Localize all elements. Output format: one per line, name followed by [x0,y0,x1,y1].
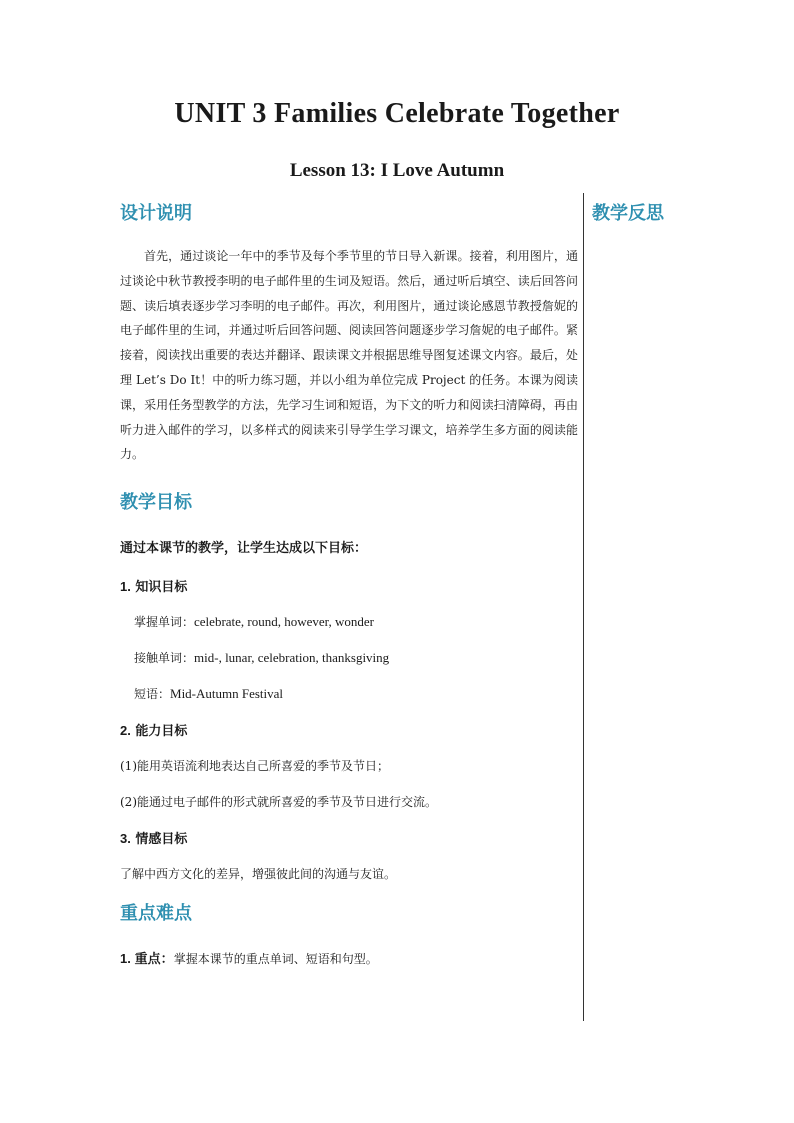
ability-item-2: (2)能通过电子邮件的形式就所喜爱的季节及节日进行交流。 [120,795,438,810]
ability-heading [120,720,578,739]
knowledge-number: 1. [120,579,131,595]
key-point-text: 掌握本课节的重点单词、短语和句型。 [173,952,378,967]
master-words-label: 掌握单词： [134,615,195,630]
emotion-title: 情感目标 [135,832,188,848]
knowledge-heading [120,576,578,595]
master-words: celebrate, round, however, wonder [194,614,374,630]
ability-number: 2. [120,723,131,739]
design-heading: 设计说明 [120,203,192,224]
column-divider [583,193,584,1021]
key-point-line [120,948,578,967]
reflection-column [592,200,742,228]
phrase-words: Mid-Autumn Festival [170,686,284,702]
unit-title: UNIT 3 Families Celebrate Together [174,98,620,129]
ability-title: 能力目标 [135,724,188,740]
goals-heading: 教学目标 [120,492,192,514]
emotion-heading [120,828,578,847]
phrase-label: 短语： [134,687,171,702]
master-words-line [120,613,578,630]
key-points-heading: 重点难点 [120,903,192,925]
lesson-title: Lesson 13: I Love Autumn [289,160,505,181]
emotion-number: 3. [120,831,131,847]
phrase-line [120,685,578,702]
knowledge-title: 知识目标 [135,580,188,596]
reflection-heading: 教学反思 [592,203,664,224]
main-column [120,200,578,967]
ability-item-1: (1)能用英语流利地表达自己所喜爱的季节及节日； [120,759,389,774]
contact-words: mid-, lunar, celebration, thanksgiving [194,650,390,666]
emotion-body: 了解中西方文化的差异，增强彼此间的沟通与友谊。 [120,867,397,882]
key-point-number: 1. [120,951,131,967]
goals-intro: 通过本课节的教学，让学生达成以下目标： [120,541,368,557]
design-paragraph: 首先，通过谈论一年中的季节及每个季节里的节日导入新课。接着，利用图片，通过谈论中秋节教授李明的电子邮件里的生词及短语。然后，通过听后填空、读后回答问题、读后填表逐步学习李明的电子邮件。再次，利用图片，通过谈论感恩节教授詹妮的电子邮件里的生词，并通过听后回答问题、阅读回答问题逐步学习詹妮的电子邮件。紧接着，阅读找出重要的表达并翻译、跟读课文并根据思维导图复述课文内容。最后，处理 Let’s Do It！中的听力练习题，并以小组为单位完成 Project 的任务。本课为阅读课，采用任务型教学的方法，先学习生词和短语，为下文的听力和阅读扫清障碍，再由听力进入邮件的学习，以多样式的阅读来引导学生学习课文，培养学生多方面的阅读能力。 [120,249,578,462]
key-point-label: 重点： [134,952,174,968]
contact-words-line [120,649,578,666]
contact-words-label: 接触单词： [134,651,195,666]
